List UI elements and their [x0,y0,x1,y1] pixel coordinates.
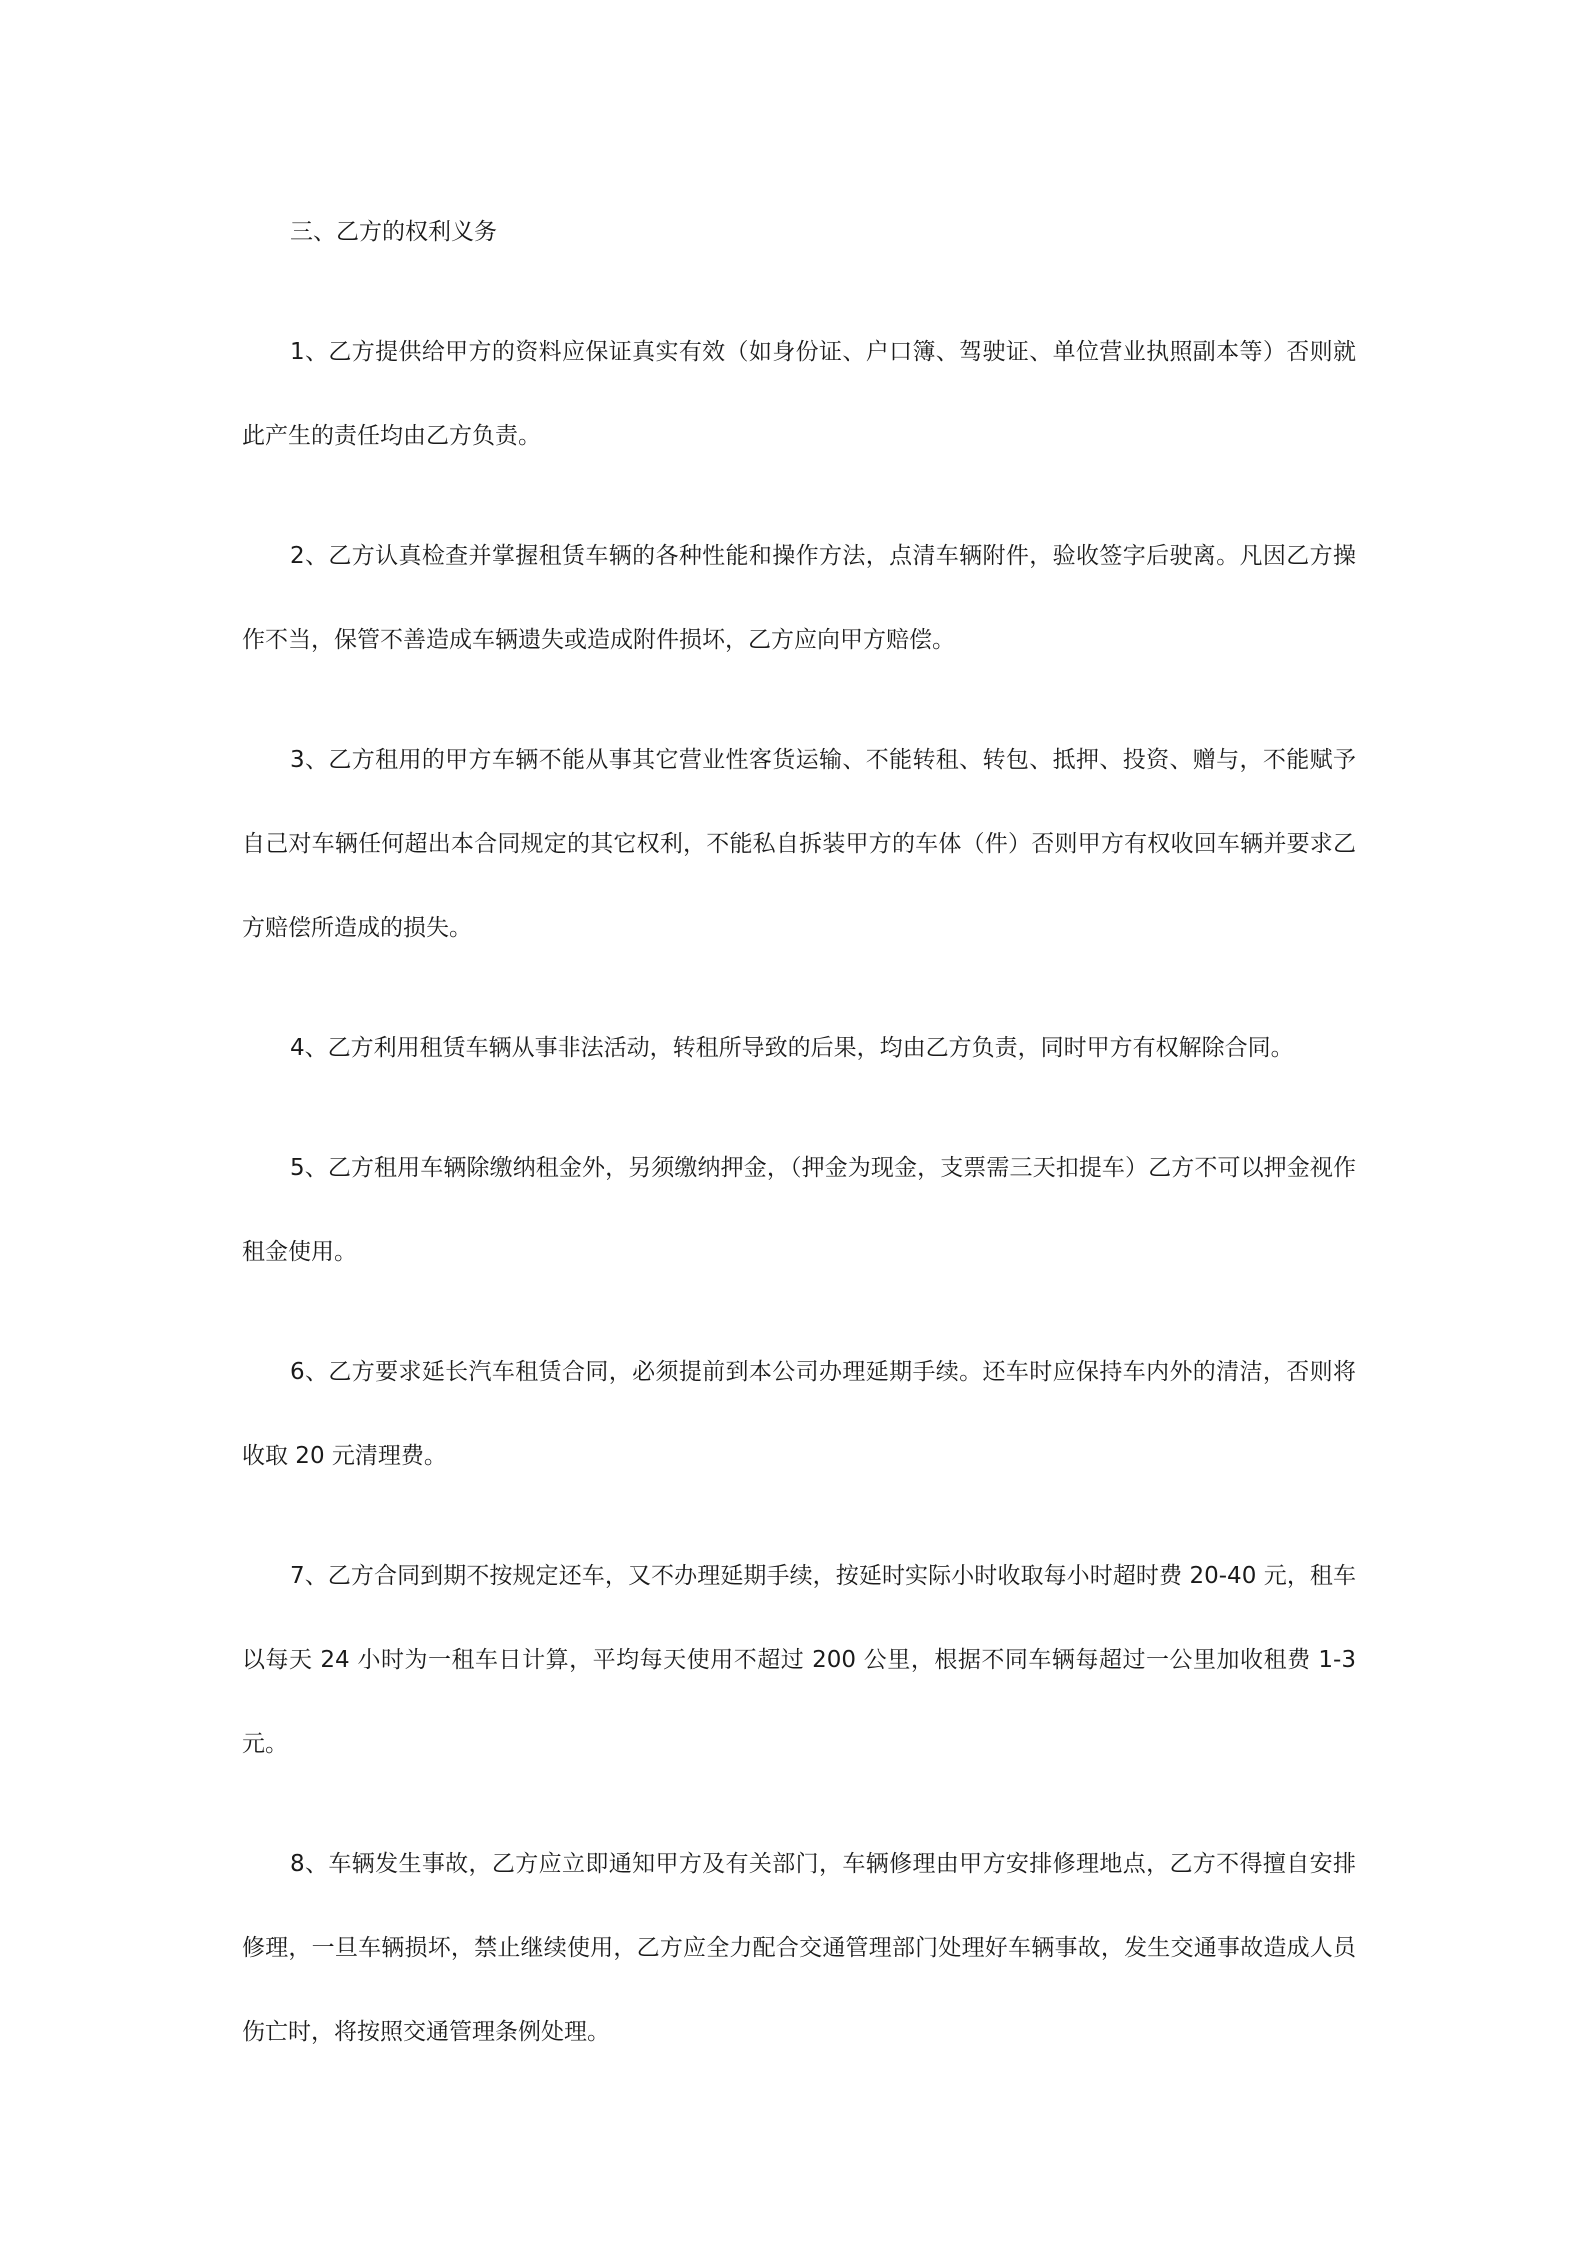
clause-7: 7、乙方合同到期不按规定还车，又不办理延期手续，按延时实际小时收取每小时超时费 20-40 元，租车以每天 24 小时为一租车日计算，平均每天使用不超过 200 公里，根据不同车辆每超过一公里加收租费 1-3 元。 [242,1563,1356,1757]
spacer [242,274,1356,310]
clause-3: 3、乙方租用的甲方车辆不能从事其它营业性客货运输、不能转租、转包、抵押、投资、赠与，不能赋予自己对车辆任何超出本合同规定的其它权利，不能私自拆装甲方的车体（件）否则甲方有权收回车辆并要求乙方赔偿所造成的损失。 [242,747,1356,941]
clause-4: 4、乙方利用租赁车辆从事非法活动，转租所导致的后果，均由乙方负责，同时甲方有权解除合同。 [290,1035,1294,1061]
section-heading: 三、乙方的权利义务 [290,219,497,245]
spacer [242,1294,1356,1330]
clause-5: 5、乙方租用车辆除缴纳租金外，另须缴纳押金，（押金为现金，支票需三天扣提车）乙方不可以押金视作租金使用。 [242,1155,1356,1265]
spacer [242,970,1356,1006]
spacer [242,478,1356,514]
clause-6: 6、乙方要求延长汽车租赁合同，必须提前到本公司办理延期手续。还车时应保持车内外的清洁，否则将收取 20 元清理费。 [242,1359,1356,1469]
spacer [242,682,1356,718]
clause-1: 1、乙方提供给甲方的资料应保证真实有效（如身份证、户口簿、驾驶证、单位营业执照副本等）否则就此产生的责任均由乙方负责。 [242,339,1356,449]
clause-2: 2、乙方认真检查并掌握租赁车辆的各种性能和操作方法，点清车辆附件，验收签字后驶离。凡因乙方操作不当，保管不善造成车辆遗失或造成附件损坏，乙方应向甲方赔偿。 [242,543,1356,653]
spacer [242,1498,1356,1534]
spacer [242,1090,1356,1126]
spacer [242,1786,1356,1822]
document-body [242,190,1356,2074]
clause-8: 8、车辆发生事故，乙方应立即通知甲方及有关部门，车辆修理由甲方安排修理地点，乙方不得擅自安排修理，一旦车辆损坏，禁止继续使用，乙方应全力配合交通管理部门处理好车辆事故，发生交通事故造成人员伤亡时，将按照交通管理条例处理。 [242,1851,1356,2045]
